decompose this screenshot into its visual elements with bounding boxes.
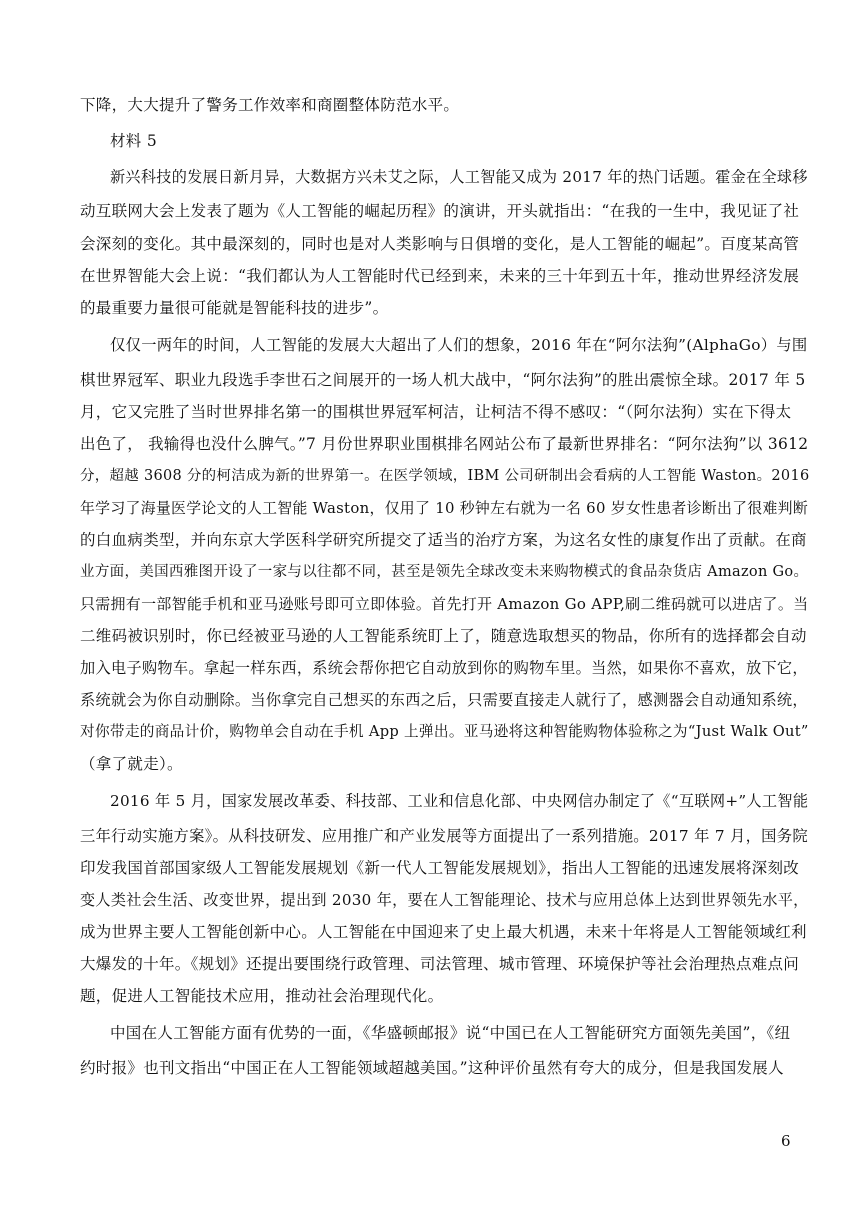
text-line: 出色了， 我输得也没什么脾气。”7 月份世界职业围棋排名网站公布了最新世界排名：“阿尔法狗”以 3612 xyxy=(80,435,809,453)
text-line: 对你带走的商品计价，购物单会自动在手机 App 上弹出。亚马逊将这种智能购物体验称之为“Just Walk Out” xyxy=(80,723,809,740)
text-line: 会深刻的变化。其中最深刻的，同时也是对人类影响与日俱增的变化，是人工智能的崛起”。百度某高管 xyxy=(80,235,800,253)
text-line: 中国在人工智能方面有优势的一面，《华盛顿邮报》说“中国已在人工智能研究方面领先美国”，《纽 xyxy=(110,1024,791,1042)
text-line: 题，促进人工智能技术应用，推动社会治理现代化。 xyxy=(80,987,444,1005)
text-line: 年学习了海量医学论文的人工智能 Waston，仅用了 10 秒钟左右就为一名 60 岁女性患者诊断出了很难判断 xyxy=(80,499,809,517)
text-line: 分，超越 3608 分的柯洁成为新的世界第一。在医学领域，IBM 公司研制出会看病的人工智能 Waston。2016 xyxy=(80,468,810,484)
text-line: 的白血病类型，并向东京大学医科学研究所提交了适当的治疗方案，为这名女性的康复作出了贡献。在商 xyxy=(80,531,807,549)
text-line: 在世界智能大会上说：“我们都认为人工智能时代已经到来，未来的三十年到五十年，推动世界经济发展 xyxy=(80,267,800,285)
text-line: 约时报》也刊文指出“中国正在人工智能领域超越美国。”这种评价虽然有夸大的成分，但是我国发展人 xyxy=(80,1059,784,1077)
material-heading: 材料 5 xyxy=(110,132,157,150)
text-line: 动互联网大会上发表了题为《人工智能的崛起历程》的演讲，开头就指出：“在我的一生中，我见证了社 xyxy=(80,202,800,220)
text-line: 二维码被识别时，你已经被亚马逊的人工智能系统盯上了，随意选取想买的物品，你所有的选择都会自动 xyxy=(80,627,807,645)
text-line: 下降，大大提升了警务工作效率和商圈整体防范水平。 xyxy=(80,96,460,114)
text-line: 加入电子购物车。拿起一样东西，系统会帮你把它自动放到你的购物车里。当然，如果你不喜欢，放下它， xyxy=(80,659,808,677)
text-line: 棋世界冠军、职业九段选手李世石之间展开的一场人机大战中，“阿尔法狗”的胜出震惊全球。2017 年 5 xyxy=(80,371,806,389)
text-line: 印发我国首部国家级人工智能发展规划《新一代人工智能发展规划》，指出人工智能的迅速发展将深刻改 xyxy=(80,859,800,877)
text-line: 的最重要力量很可能就是智能科技的进步”。 xyxy=(80,299,389,317)
text-line: 三年行动实施方案》。从科技研发、应用推广和产业发展等方面提出了一系列措施。2017 年 7 月，国务院 xyxy=(80,827,808,845)
text-line: 2016 年 5 月，国家发展改革委、科技部、工业和信息化部、中央网信办制定了《“互联网+”人工智能 xyxy=(110,792,809,810)
text-line: 仅仅一两年的时间，人工智能的发展大大超出了人们的想象，2016 年在“阿尔法狗”(AlphaGo）与围 xyxy=(110,336,808,354)
text-line: 月，它又完胜了当时世界排名第一的围棋世界冠军柯洁，让柯洁不得不感叹：“（阿尔法狗）实在下得太 xyxy=(80,403,792,421)
text-line: 大爆发的十年。《规划》还提出要围绕行政管理、司法管理、城市管理、环境保护等社会治理热点难点问 xyxy=(80,955,800,973)
page-number: 6 xyxy=(781,1132,791,1150)
text-line: 成为世界主要人工智能创新中心。人工智能在中国迎来了史上最大机遇，未来十年将是人工智能领域红利 xyxy=(80,923,807,941)
text-line: 业方面，美国西雅图开设了一家与以往都不同，甚至是领先全球改变未来购物模式的食品杂货店 Amazon Go。 xyxy=(80,564,809,580)
text-line: 变人类社会生活、改变世界，提出到 2030 年，要在人工智能理论、技术与应用总体上达到世界领先水平， xyxy=(80,891,809,909)
text-line: 新兴科技的发展日新月异，大数据方兴未艾之际，人工智能又成为 2017 年的热门话题。霍金在全球移 xyxy=(110,168,808,186)
text-line: 只需拥有一部智能手机和亚马逊账号即可立即体验。首先打开 Amazon Go APP,刷二维码就可以进店了。当 xyxy=(80,595,809,613)
text-line: 系统就会为你自动删除。当你拿完自己想买的东西之后，只需要直接走人就行了，感测器会自动通知系统， xyxy=(80,691,808,709)
text-line: （拿了就走）。 xyxy=(80,755,183,773)
